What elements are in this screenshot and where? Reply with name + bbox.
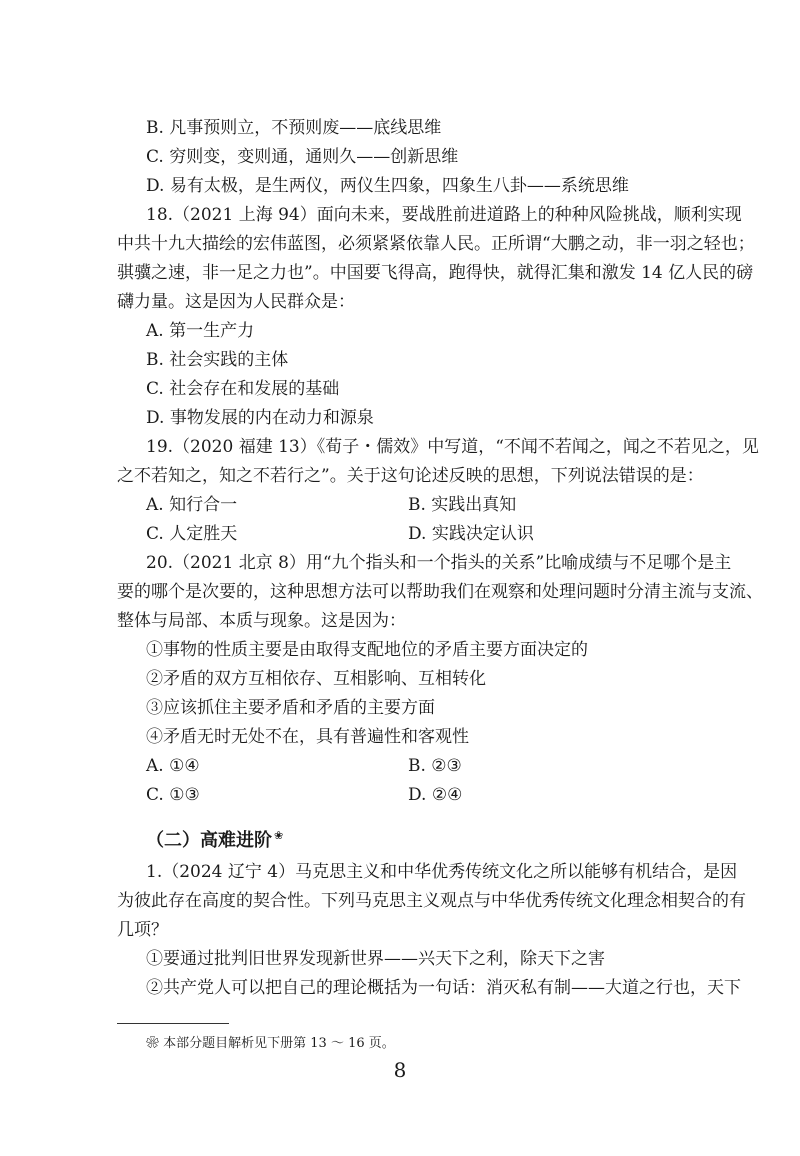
page-number: 8 bbox=[393, 1058, 407, 1082]
q17-option-c: C. 穷则变，变则通，通则久——创新思维 bbox=[146, 147, 459, 167]
q20-stem-line-1: 20.（2021 北京 8）用“九个指头和一个指头的关系”比喻成绩与不足哪个是主 bbox=[146, 553, 732, 573]
q20-option-c: C. ①③ bbox=[146, 785, 200, 805]
q19-option-b: B. 实践出真知 bbox=[408, 495, 517, 515]
section-heading bbox=[146, 826, 283, 852]
q18-stem-line-3: 骐骥之速，非一足之力也”。中国要飞得高，跑得快，就得汇集和激发 14 亿人民的磅 bbox=[117, 263, 754, 283]
adv1-stem-line-1: 1.（2024 辽宁 4）马克思主义和中华优秀传统文化之所以能够有机结合，是因 bbox=[146, 862, 738, 882]
footnote-rule bbox=[117, 1023, 229, 1024]
q20-stem-line-2: 要的哪个是次要的，这种思想方法可以帮助我们在观察和处理问题时分清主流与支流、 bbox=[117, 582, 763, 602]
q18-option-d: D. 事物发展的内在动力和源泉 bbox=[146, 408, 374, 428]
q18-option-a: A. 第一生产力 bbox=[146, 321, 255, 341]
q19-option-d: D. 实践决定认识 bbox=[408, 524, 534, 544]
section-title: （二）高难进阶 bbox=[146, 830, 272, 851]
adv1-statement-2: ②共产党人可以把自己的理论概括为一句话：消灭私有制——大道之行也，天下 bbox=[146, 978, 741, 998]
q17-option-b: B. 凡事预则立，不预则废——底线思维 bbox=[146, 118, 442, 138]
q18-option-b: B. 社会实践的主体 bbox=[146, 350, 289, 370]
q20-statement-1: ①事物的性质主要是由取得支配地位的矛盾主要方面决定的 bbox=[146, 640, 588, 660]
q20-statement-4: ④矛盾无时无处不在，具有普遍性和客观性 bbox=[146, 727, 469, 747]
q20-option-a: A. ①④ bbox=[146, 756, 200, 776]
q18-stem-line-2: 中共十九大描绘的宏伟蓝图，必须紧紧依靠人民。正所谓“大鹏之动，非一羽之轻也； bbox=[117, 234, 755, 254]
q18-stem-line-1: 18.（2021 上海 94）面向未来，要战胜前进道路上的种种风险挑战，顺利实现 bbox=[146, 205, 742, 225]
footnote: ❀ 本部分题目解析见下册第 13 ～ 16 页。 bbox=[146, 1036, 395, 1051]
adv1-stem-line-2: 为彼此存在高度的契合性。下列马克思主义观点与中华优秀传统文化理念相契合的有 bbox=[117, 891, 746, 911]
q20-statement-3: ③应该抓住主要矛盾和矛盾的主要方面 bbox=[146, 698, 435, 718]
q20-option-b: B. ②③ bbox=[408, 756, 462, 776]
q20-option-d: D. ②④ bbox=[408, 785, 463, 805]
q20-stem-line-3: 整体与局部、本质与现象。这是因为： bbox=[117, 611, 406, 631]
q17-option-d: D. 易有太极，是生两仪，两仪生四象，四象生八卦——系统思维 bbox=[146, 176, 629, 196]
footnote-marker-icon: ❀ bbox=[274, 829, 284, 842]
q19-stem-line-1: 19.（2020 福建 13）《荀子・儒效》中写道，“不闻不若闻之，闻之不若见之，见 bbox=[146, 437, 759, 457]
q18-stem-line-4: 礴力量。这是因为人民群众是： bbox=[117, 292, 355, 312]
q19-stem-line-2: 之不若知之，知之不若行之”。关于这句论述反映的思想，下列说法错误的是： bbox=[117, 466, 704, 486]
q18-option-c: C. 社会存在和发展的基础 bbox=[146, 379, 340, 399]
q19-option-c: C. 人定胜天 bbox=[146, 524, 238, 544]
adv1-stem-line-3: 几项？ bbox=[117, 920, 168, 940]
q19-option-a: A. 知行合一 bbox=[146, 495, 238, 515]
adv1-statement-1: ①要通过批判旧世界发现新世界——兴天下之利，除天下之害 bbox=[146, 949, 605, 969]
q20-statement-2: ②矛盾的双方互相依存、互相影响、互相转化 bbox=[146, 669, 486, 689]
